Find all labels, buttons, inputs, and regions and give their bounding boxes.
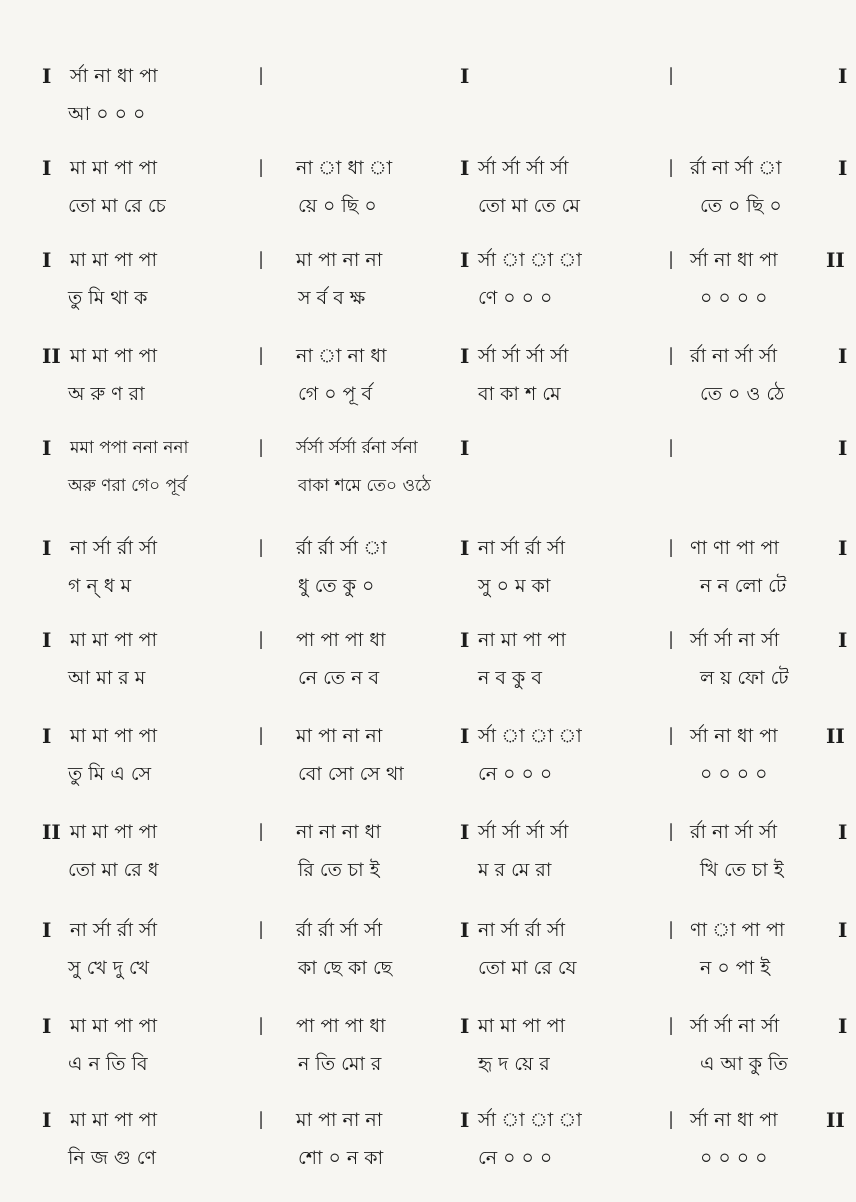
bar-marker: I: [838, 1014, 848, 1038]
lyric-measure-3: নে ০ ০ ০: [478, 763, 553, 785]
bar-marker: I: [838, 344, 848, 368]
swara-measure-2: পা পা পা ধা: [296, 1015, 386, 1037]
lyric-measure-1: আ ০ ০ ০: [68, 103, 146, 125]
notation-row-8: [0, 716, 856, 806]
swara-measure-1: মা মা পা পা: [70, 821, 158, 843]
bar-marker: I: [460, 1014, 470, 1038]
bar-marker: |: [668, 537, 675, 558]
bar-marker: |: [668, 1109, 675, 1130]
swara-line: [0, 1006, 856, 1046]
swara-measure-1: মা মা পা পা: [70, 1015, 158, 1037]
bar-marker: I: [42, 1108, 52, 1132]
swara-line: [0, 56, 856, 96]
bar-marker: I: [460, 536, 470, 560]
swara-measure-4: র্রা না র্সা র্সা: [690, 345, 778, 367]
swara-measure-3: র্সা র্সা র্সা র্সা: [478, 345, 569, 367]
bar-marker: II: [826, 248, 845, 272]
lyric-measure-4: ন ন লো টে: [700, 575, 787, 597]
swara-measure-4: র্সা না ধা পা: [690, 249, 778, 271]
bar-marker: I: [838, 918, 848, 942]
lyric-line: [0, 754, 856, 794]
swara-measure-4: র্সা না ধা পা: [690, 1109, 778, 1131]
notation-row-1: [0, 56, 856, 146]
swara-measure-1: মা মা পা পা: [70, 1109, 158, 1131]
swara-measure-2: র্সর্সা র্সর্সা র্রনা র্সনা: [296, 438, 418, 458]
bar-marker: I: [838, 436, 848, 460]
lyric-measure-3: নে ০ ০ ০: [478, 1147, 553, 1169]
bar-marker: |: [258, 345, 265, 366]
bar-marker: I: [838, 64, 848, 88]
lyric-measure-4: ল য় ফো টে: [700, 667, 789, 689]
bar-marker: I: [838, 820, 848, 844]
swara-line: [0, 716, 856, 756]
lyric-measure-3: ন ব কু ব: [478, 667, 542, 689]
bar-marker: |: [668, 1015, 675, 1036]
swara-measure-1: মা মা পা পা: [70, 725, 158, 747]
lyric-line: [0, 1044, 856, 1084]
swara-measure-2: মা পা না না: [296, 725, 383, 747]
bar-marker: |: [668, 629, 675, 650]
swara-line: [0, 240, 856, 280]
lyric-measure-3: ম র মে রা: [478, 859, 552, 881]
lyric-measure-1: এ ন তি বি: [68, 1053, 148, 1075]
swara-measure-4: র্সা না ধা পা: [690, 725, 778, 747]
swara-measure-2: মা পা না না: [296, 1109, 383, 1131]
swara-measure-3: র্সা র্সা র্সা র্সা: [478, 821, 569, 843]
swara-measure-3: র্সা া া া: [478, 725, 582, 747]
swara-line: [0, 812, 856, 852]
bar-marker: I: [460, 436, 470, 460]
lyric-measure-2: কা ছে কা ছে: [298, 957, 393, 979]
lyric-measure-4: তে ০ ছি ০: [700, 195, 782, 217]
lyric-measure-1: আ মা র ম: [68, 667, 146, 689]
bar-marker: I: [460, 64, 470, 88]
swara-measure-2: র্রা র্রা র্সা া: [296, 537, 387, 559]
lyric-measure-1: অ রু ণ রা: [68, 383, 145, 405]
swara-measure-1: মমা পপা ননা ননা: [70, 438, 189, 458]
swara-measure-3: মা মা পা পা: [478, 1015, 566, 1037]
bar-marker: I: [42, 156, 52, 180]
bar-marker: I: [460, 820, 470, 844]
bar-marker: |: [258, 725, 265, 746]
swara-measure-3: র্সা া া া: [478, 249, 582, 271]
lyric-measure-1: তু মি এ সে: [68, 763, 152, 785]
lyric-measure-1: তু মি থা ক: [68, 287, 148, 309]
lyric-line: [0, 94, 856, 134]
bar-marker: |: [668, 249, 675, 270]
swara-measure-4: র্রা না র্সা র্সা: [690, 821, 778, 843]
swara-measure-2: র্রা র্রা র্সা র্সা: [296, 919, 383, 941]
swara-measure-4: ণা া পা পা: [690, 919, 785, 941]
bar-marker: |: [258, 537, 265, 558]
bar-marker: |: [258, 249, 265, 270]
lyric-line: [0, 186, 856, 226]
bar-marker: I: [838, 536, 848, 560]
bar-marker: I: [42, 536, 52, 560]
bar-marker: |: [258, 437, 265, 458]
bar-marker: I: [460, 156, 470, 180]
swara-measure-2: না া না ধা: [296, 345, 387, 367]
lyric-measure-3: সু ০ ম কা: [478, 575, 551, 597]
bar-marker: I: [460, 248, 470, 272]
lyric-measure-3: বা কা শ মে: [478, 383, 561, 405]
bar-marker: |: [668, 345, 675, 366]
swara-measure-1: মা মা পা পা: [70, 629, 158, 651]
lyric-measure-1: গ ন্ ধ ম: [68, 575, 132, 597]
lyric-measure-1: সু খে দু খে: [68, 957, 150, 979]
swara-measure-4: র্রা না র্সা া: [690, 157, 782, 179]
lyric-measure-2: গে ০ পূ র্ব: [298, 383, 373, 405]
bar-marker: |: [258, 629, 265, 650]
lyric-line: [0, 566, 856, 606]
bar-marker: I: [42, 1014, 52, 1038]
bar-marker: I: [460, 724, 470, 748]
lyric-line: [0, 1138, 856, 1178]
swara-measure-1: মা মা পা পা: [70, 345, 158, 367]
bar-marker: I: [838, 156, 848, 180]
lyric-measure-2: বাকা শমে তে০ ওঠে: [298, 476, 431, 496]
swara-line: [0, 428, 856, 468]
lyric-measure-4: ন ০ পা ই: [700, 957, 771, 979]
swara-measure-4: র্সা র্সা না র্সা: [690, 1015, 780, 1037]
swara-line: [0, 148, 856, 188]
bar-marker: I: [460, 1108, 470, 1132]
swara-line: [0, 336, 856, 376]
lyric-measure-3: ণে ০ ০ ০: [478, 287, 553, 309]
lyric-line: [0, 948, 856, 988]
lyric-measure-4: ০ ০ ০ ০: [700, 1147, 768, 1169]
bar-marker: I: [42, 64, 52, 88]
swara-measure-4: ণা ণা পা পা: [690, 537, 779, 559]
swara-measure-3: না র্সা র্রা র্সা: [478, 919, 566, 941]
notation-row-4: [0, 336, 856, 426]
bar-marker: |: [668, 65, 675, 86]
bar-marker: II: [42, 344, 61, 368]
lyric-measure-2: বো সো সে থা: [298, 763, 404, 785]
swara-measure-1: র্সা না ধা পা: [70, 65, 158, 87]
lyric-measure-2: স র্ব ব ক্ষ: [298, 287, 366, 309]
swara-line: [0, 910, 856, 950]
bar-marker: I: [838, 628, 848, 652]
swara-measure-1: না র্সা র্রা র্সা: [70, 537, 158, 559]
bar-marker: |: [258, 1015, 265, 1036]
swara-measure-1: না র্সা র্রা র্সা: [70, 919, 158, 941]
notation-row-9: [0, 812, 856, 902]
lyric-measure-3: তো মা তে মে: [478, 195, 580, 217]
lyric-measure-4: তে ০ ও ঠে: [700, 383, 785, 405]
lyric-measure-2: য়ে ০ ছি ০: [298, 195, 377, 217]
bar-marker: II: [826, 1108, 845, 1132]
bar-marker: |: [258, 157, 265, 178]
bar-marker: |: [668, 437, 675, 458]
swara-measure-2: পা পা পা ধা: [296, 629, 386, 651]
notation-row-7: [0, 620, 856, 710]
swara-measure-1: মা মা পা পা: [70, 249, 158, 271]
lyric-measure-2: ধু তে কু ০: [298, 575, 375, 597]
swara-line: [0, 1100, 856, 1140]
bar-marker: I: [42, 628, 52, 652]
swara-measure-2: না না না ধা: [296, 821, 381, 843]
bar-marker: |: [258, 919, 265, 940]
lyric-line: [0, 278, 856, 318]
bar-marker: I: [460, 628, 470, 652]
notation-row-10: [0, 910, 856, 1000]
swara-line: [0, 528, 856, 568]
swara-measure-3: র্সা র্সা র্সা র্সা: [478, 157, 569, 179]
bar-marker: |: [258, 65, 265, 86]
bar-marker: |: [258, 1109, 265, 1130]
notation-row-5: [0, 428, 856, 518]
lyric-measure-1: অরু ণরা গে০ পূর্ব: [68, 476, 187, 496]
bar-marker: I: [460, 918, 470, 942]
lyric-measure-2: নে তে ন ব: [298, 667, 380, 689]
lyric-measure-2: রি তে চা ই: [298, 859, 380, 881]
notation-row-6: [0, 528, 856, 618]
lyric-measure-2: শো ০ ন কা: [298, 1147, 384, 1169]
bar-marker: |: [668, 725, 675, 746]
bar-marker: II: [826, 724, 845, 748]
lyric-measure-3: তো মা রে যে: [478, 957, 577, 979]
lyric-line: [0, 374, 856, 414]
bar-marker: I: [42, 724, 52, 748]
swara-measure-1: মা মা পা পা: [70, 157, 158, 179]
lyric-measure-4: ০ ০ ০ ০: [700, 287, 768, 309]
notation-row-12: [0, 1100, 856, 1190]
lyric-line: [0, 466, 856, 506]
swara-measure-3: না মা পা পা: [478, 629, 566, 651]
swara-measure-2: মা পা না না: [296, 249, 383, 271]
swara-measure-4: র্সা র্সা না র্সা: [690, 629, 780, 651]
lyric-measure-4: এ আ কু তি: [700, 1053, 788, 1075]
lyric-measure-1: নি জ গু ণে: [68, 1147, 156, 1169]
swara-measure-3: না র্সা র্রা র্সা: [478, 537, 566, 559]
lyric-measure-4: খি তে চা ই: [700, 859, 784, 881]
bar-marker: I: [460, 344, 470, 368]
bar-marker: I: [42, 248, 52, 272]
swara-measure-3: র্সা া া া: [478, 1109, 582, 1131]
lyric-measure-4: ০ ০ ০ ০: [700, 763, 768, 785]
notation-row-11: [0, 1006, 856, 1096]
bar-marker: |: [668, 919, 675, 940]
lyric-line: [0, 850, 856, 890]
lyric-measure-1: তো মা রে ধ: [68, 859, 159, 881]
swara-line: [0, 620, 856, 660]
swara-measure-2: না া ধা া: [296, 157, 393, 179]
bar-marker: II: [42, 820, 61, 844]
lyric-measure-3: হৃ দ য়ে র: [478, 1053, 550, 1075]
lyric-measure-1: তো মা রে চে: [68, 195, 166, 217]
bar-marker: I: [42, 918, 52, 942]
bar-marker: I: [42, 436, 52, 460]
notation-row-2: [0, 148, 856, 238]
bar-marker: |: [258, 821, 265, 842]
lyric-measure-2: ন তি মো র: [298, 1053, 382, 1075]
bar-marker: |: [668, 157, 675, 178]
bar-marker: |: [668, 821, 675, 842]
lyric-line: [0, 658, 856, 698]
notation-row-3: [0, 240, 856, 330]
